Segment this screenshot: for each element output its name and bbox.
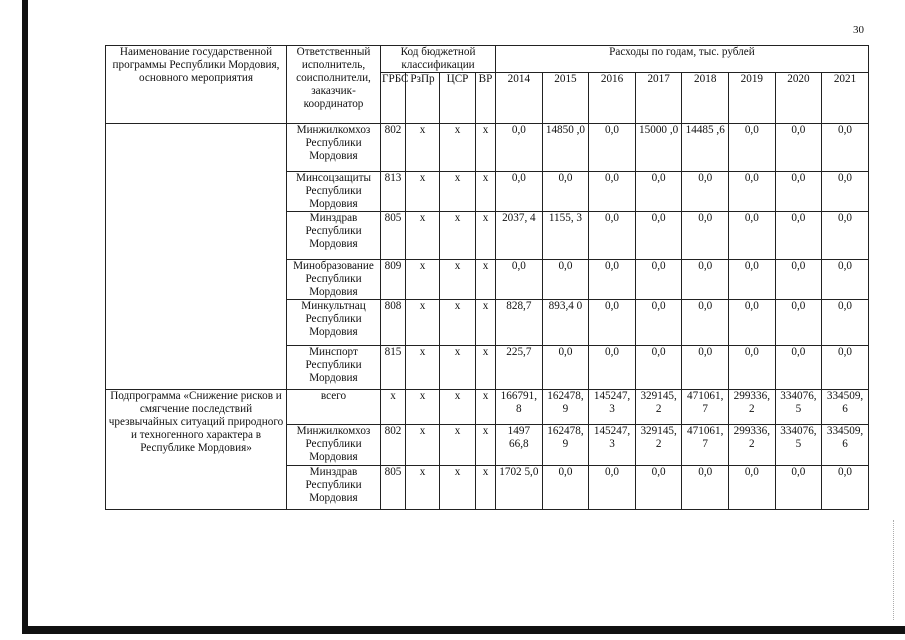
budget-table: [105, 45, 869, 510]
value-cell: 0,0: [635, 260, 682, 300]
vr-cell: x: [476, 300, 496, 346]
value-cell: 0,0: [775, 124, 822, 172]
vr-cell: x: [476, 124, 496, 172]
vr-cell: x: [476, 425, 496, 466]
csr-cell: x: [440, 300, 476, 346]
value-cell: 0,0: [589, 346, 636, 390]
value-cell: 0,0: [682, 260, 729, 300]
responsible-cell: Минжилкомхоз Республики Мордовия: [287, 425, 381, 466]
value-cell: 14850 ,0: [542, 124, 589, 172]
csr-cell: x: [440, 390, 476, 425]
value-cell: 471061, 7: [682, 425, 729, 466]
table-row: [106, 124, 869, 172]
value-cell: 162478, 9: [542, 390, 589, 425]
value-cell: 0,0: [729, 300, 776, 346]
value-cell: 0,0: [589, 466, 636, 510]
value-cell: 1155, 3: [542, 212, 589, 260]
value-cell: 0,0: [589, 212, 636, 260]
value-cell: 299336, 2: [729, 390, 776, 425]
header-year: 2017: [635, 73, 682, 124]
value-cell: 0,0: [822, 124, 869, 172]
value-cell: 334076, 5: [775, 425, 822, 466]
rzpr-cell: x: [406, 390, 440, 425]
header-program: Наименование государственной программы Республики Мордовия, основного мероприятия: [106, 46, 287, 124]
responsible-cell: Минсоцзащиты Республики Мордовия: [287, 172, 381, 212]
value-cell: 0,0: [682, 346, 729, 390]
value-cell: 2037, 4: [496, 212, 543, 260]
value-cell: 0,0: [496, 124, 543, 172]
value-cell: 0,0: [729, 124, 776, 172]
value-cell: 0,0: [589, 260, 636, 300]
page-number: 30: [853, 24, 864, 36]
value-cell: 0,0: [775, 260, 822, 300]
value-cell: 334509, 6: [822, 425, 869, 466]
responsible-cell: Минздрав Республики Мордовия: [287, 466, 381, 510]
value-cell: 0,0: [682, 300, 729, 346]
rzpr-cell: x: [406, 212, 440, 260]
rzpr-cell: x: [406, 124, 440, 172]
value-cell: 0,0: [822, 466, 869, 510]
value-cell: 0,0: [635, 300, 682, 346]
value-cell: 471061, 7: [682, 390, 729, 425]
responsible-cell: Минспорт Республики Мордовия: [287, 346, 381, 390]
value-cell: 0,0: [682, 466, 729, 510]
grbs-cell: 809: [381, 260, 406, 300]
value-cell: 329145, 2: [635, 390, 682, 425]
csr-cell: x: [440, 260, 476, 300]
value-cell: 145247, 3: [589, 425, 636, 466]
responsible-cell: Минобразование Республики Мордовия: [287, 260, 381, 300]
vr-cell: x: [476, 390, 496, 425]
grbs-cell: 805: [381, 212, 406, 260]
header-year: 2016: [589, 73, 636, 124]
header-code-rzpr: РзПр: [406, 73, 440, 124]
header-year: 2018: [682, 73, 729, 124]
rzpr-cell: x: [406, 346, 440, 390]
value-cell: 0,0: [682, 172, 729, 212]
value-cell: 1702 5,0: [496, 466, 543, 510]
value-cell: 0,0: [729, 466, 776, 510]
vr-cell: x: [476, 212, 496, 260]
header-responsible: Ответственный исполнитель, соисполнители, заказчик-координатор: [287, 46, 381, 124]
value-cell: 0,0: [635, 466, 682, 510]
header-year: 2020: [775, 73, 822, 124]
grbs-cell: 802: [381, 425, 406, 466]
rzpr-cell: x: [406, 300, 440, 346]
value-cell: 0,0: [729, 172, 776, 212]
header-year: 2021: [822, 73, 869, 124]
csr-cell: x: [440, 212, 476, 260]
header-code-vr: ВР: [476, 73, 496, 124]
vr-cell: x: [476, 260, 496, 300]
value-cell: 0,0: [589, 172, 636, 212]
value-cell: 0,0: [542, 466, 589, 510]
value-cell: 0,0: [775, 346, 822, 390]
grbs-cell: 815: [381, 346, 406, 390]
responsible-cell: Минкультнац Республики Мордовия: [287, 300, 381, 346]
value-cell: 0,0: [775, 172, 822, 212]
responsible-cell: всего: [287, 390, 381, 425]
value-cell: 0,0: [822, 300, 869, 346]
header-year: 2019: [729, 73, 776, 124]
csr-cell: x: [440, 172, 476, 212]
header-budget-code: Код бюджетной классификации: [381, 46, 496, 73]
grbs-cell: 808: [381, 300, 406, 346]
vr-cell: x: [476, 172, 496, 212]
rzpr-cell: x: [406, 466, 440, 510]
grbs-cell: x: [381, 390, 406, 425]
value-cell: 225,7: [496, 346, 543, 390]
value-cell: 0,0: [729, 346, 776, 390]
value-cell: 0,0: [775, 212, 822, 260]
value-cell: 0,0: [589, 300, 636, 346]
value-cell: 162478, 9: [542, 425, 589, 466]
value-cell: 0,0: [542, 346, 589, 390]
value-cell: 329145, 2: [635, 425, 682, 466]
header-expenses: Расходы по годам, тыс. рублей: [496, 46, 869, 73]
rzpr-cell: x: [406, 425, 440, 466]
csr-cell: x: [440, 466, 476, 510]
value-cell: 0,0: [775, 300, 822, 346]
subprogram-name: Подпрограмма «Снижение рисков и смягчение последствий чрезвычайных ситуаций природного и техногенного характера в Республике Мордовия»: [106, 390, 287, 510]
value-cell: 0,0: [682, 212, 729, 260]
value-cell: 0,0: [542, 172, 589, 212]
header-code-grbs: ГРБС: [381, 73, 406, 124]
value-cell: 0,0: [635, 346, 682, 390]
header-year: 2015: [542, 73, 589, 124]
responsible-cell: Минжилкомхоз Республики Мордовия: [287, 124, 381, 172]
value-cell: 166791, 8: [496, 390, 543, 425]
header-code-csr: ЦСР: [440, 73, 476, 124]
value-cell: 145247, 3: [589, 390, 636, 425]
vr-cell: x: [476, 466, 496, 510]
csr-cell: x: [440, 425, 476, 466]
value-cell: 0,0: [729, 212, 776, 260]
value-cell: 1497 66,8: [496, 425, 543, 466]
value-cell: 15000 ,0: [635, 124, 682, 172]
value-cell: 0,0: [775, 466, 822, 510]
page-bottom-border: [22, 626, 905, 634]
value-cell: 0,0: [729, 260, 776, 300]
value-cell: 0,0: [822, 260, 869, 300]
rzpr-cell: x: [406, 172, 440, 212]
grbs-cell: 805: [381, 466, 406, 510]
program-cell: [106, 124, 287, 390]
value-cell: 14485 ,6: [682, 124, 729, 172]
value-cell: 299336, 2: [729, 425, 776, 466]
value-cell: 0,0: [635, 172, 682, 212]
header-year: 2014: [496, 73, 543, 124]
value-cell: 0,0: [542, 260, 589, 300]
vr-cell: x: [476, 346, 496, 390]
csr-cell: x: [440, 346, 476, 390]
value-cell: 0,0: [822, 212, 869, 260]
page-left-border: [22, 0, 28, 634]
scan-artifact: [893, 520, 902, 620]
grbs-cell: 802: [381, 124, 406, 172]
responsible-cell: Минздрав Республики Мордовия: [287, 212, 381, 260]
value-cell: 334076, 5: [775, 390, 822, 425]
value-cell: 828,7: [496, 300, 543, 346]
table-row: [106, 390, 869, 425]
grbs-cell: 813: [381, 172, 406, 212]
value-cell: 893,4 0: [542, 300, 589, 346]
value-cell: 0,0: [822, 172, 869, 212]
value-cell: 334509, 6: [822, 390, 869, 425]
value-cell: 0,0: [496, 260, 543, 300]
value-cell: 0,0: [589, 124, 636, 172]
csr-cell: x: [440, 124, 476, 172]
value-cell: 0,0: [822, 346, 869, 390]
value-cell: 0,0: [635, 212, 682, 260]
value-cell: 0,0: [496, 172, 543, 212]
rzpr-cell: x: [406, 260, 440, 300]
